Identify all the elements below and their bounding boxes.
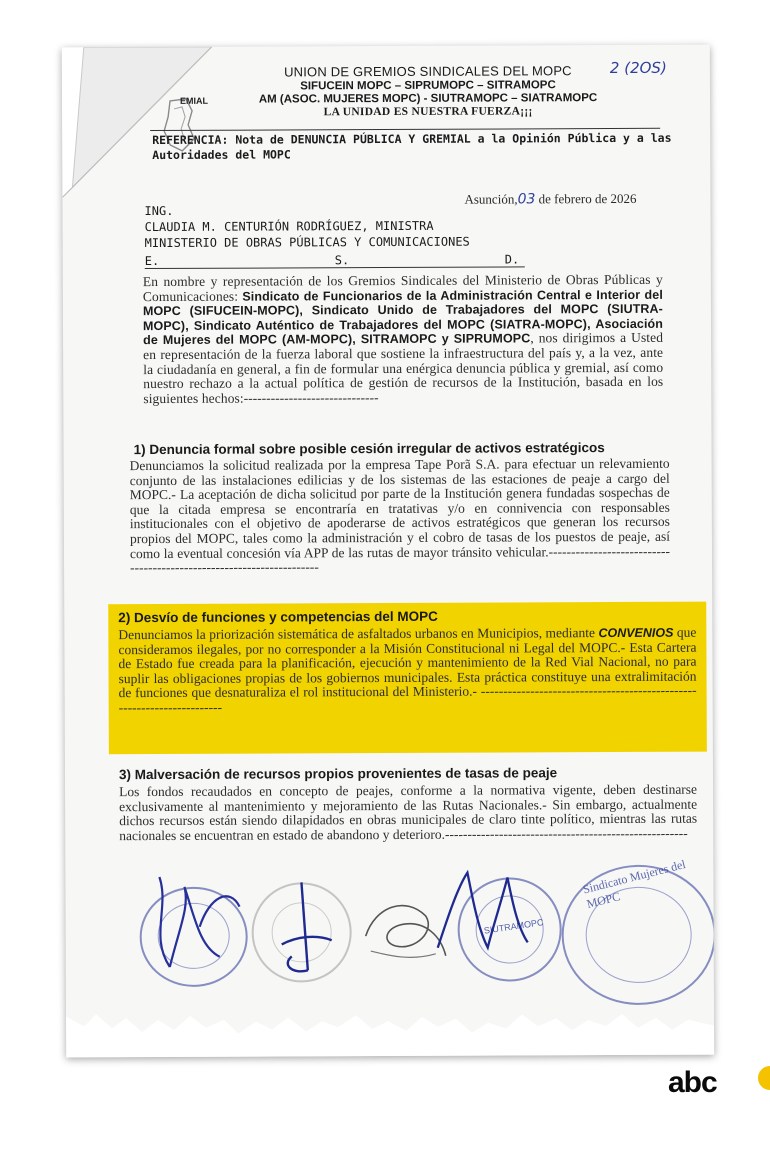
stamp-siutramopc-text: SIUTRAMOPC — [483, 917, 545, 936]
signature-2 — [261, 874, 351, 984]
intro-text-2: , nos dirigimos a Usted en representación de la fuerza laboral que sostiene la infraestructura del país y, a la vez, ante la ciudadanía en general, a fin de formular una enérgica denuncia pública y gremial, así como nuestro rechazo a la actual política de gestión de recursos de la Institución, basada en los siguientes hechos: — [143, 330, 664, 406]
intro-paragraph — [143, 273, 664, 407]
esd-s: S. — [334, 253, 350, 268]
stamp-am-mopc-text: Sindicato Mujeres del MOPC — [581, 856, 687, 912]
addressee-ministry: MINISTERIO DE OBRAS PÚBLICAS Y COMUNICACIONES — [144, 234, 470, 251]
section2-text — [118, 626, 696, 716]
section1-body: Denunciamos la solicitud realizada por la empresa Tape Porã S.A. para efectuar un relevamiento conjunto de las instalaciones edilicias y de los sistemas de las estaciones de peaje a cargo del MOPC.- La aceptación de dicha solicitud por parte de la Institución genera fundadas sospechas de que la citada empresa se encontraría en tratativas y/o en connivencia con responsables institucionales con el objetivo de apoderarse de activos estratégicos que generan los recursos propios del MOPC, tales como la administración y el cobro de tasas de los puestos de peaje, así como la eventual concesión vía APP de las rutas de mayor tránsito vehicular. — [129, 455, 670, 561]
handwritten-note: 2 (2OS) — [609, 58, 667, 78]
signature-1 — [139, 867, 249, 977]
section2-convenios: CONVENIOS — [598, 625, 674, 641]
intro-text-1: En nombre y representación de los Gremios Sindicales del Ministerio de Obras Públicas y Comunicaciones: — [142, 271, 663, 304]
stamp-am-mopc — [561, 856, 714, 1006]
esd-d: D. — [504, 252, 520, 267]
esd-line — [145, 251, 525, 269]
intro-orgs: Sindicato de Funcionarios de la Administración Central e Interior del MOPC (SIFUCEIN-MOPC), Sindicato Unido de Trabajadores del MOPC (SIUTRA-MOPC), Sindicato Auténtico de Trabajadores del MOPC (SIATRA-MOPC), Asociación de Mujeres del MOPC (AM-MOPC), SITRAMOPC y SIPRUMOPC — [142, 287, 664, 348]
section3-body: Los fondos recaudados en concepto de peajes, conforme a la normativa vigente, deben destinarse exclusivamente al mantenimiento y mejoramiento de las Rutas Nacionales.- Sin embargo, actualmente dichos recursos están siendo dilapidados en obras municipales de claro tinte político, mientras las rutas nacionales se encuentran en estado de abandono y deterioro. — [119, 781, 698, 843]
section2-body-a: Denunciamos la priorización sistemática de asfaltados urbanos en Municipios, mediante — [118, 625, 599, 643]
reference-text: Nota de DENUNCIA PÚBLICA Y GREMIAL a la Opinión Pública y a las Autoridades del MOPC — [152, 130, 672, 163]
signature-4 — [417, 857, 537, 968]
intro-dashes: ------------------------------ — [243, 389, 379, 406]
addressee-name: CLAUDIA M. CENTURIÓN RODRÍGUEZ, MINISTRA — [144, 218, 434, 235]
letterhead-unions-2: AM (ASOC. MUJERES MOPC) - SIUTRAMOPC – SIATRAMOPC — [258, 92, 598, 106]
logo-caption: EMIAL — [180, 95, 209, 106]
section2-body-b: que consideramos ilegales, por no corresponder a la Misión Constitucional ni Legal del MOPC.- Esta Cartera de Estado fue creada para la planificación, ejecución y mantenimiento de la Red Vial Nacional, no para suplir las obligaciones propias de los gobiernos municipales. Esta práctica constituye una extralimitación de funciones que desnaturaliza el rol institucional del Ministerio.- — [118, 624, 697, 701]
section1-text — [130, 457, 671, 576]
reference-label: REFERENCIA: — [152, 132, 229, 148]
section3-text — [119, 783, 697, 844]
reference-line — [152, 131, 672, 163]
abc-logo-dot-icon — [758, 1066, 770, 1090]
letterhead-union: UNION DE GREMIOS SINDICALES DEL MOPC — [284, 63, 572, 80]
addressee-title: ING. — [144, 203, 174, 219]
date-day: 03 — [517, 191, 536, 208]
document-paper — [62, 45, 714, 1058]
section3-title: 3) Malversación de recursos propios provenientes de tasas de peaje — [118, 765, 558, 783]
section1-title: 1) Denuncia formal sobre posible cesión irregular de activos estratégicos — [133, 440, 605, 458]
section3-dashes: ------------------------------------------------------ — [444, 825, 688, 842]
date-rest: de febrero de 2026 — [538, 190, 637, 207]
letterhead-motto: LA UNIDAD ES NUESTRA FUERZA¡¡¡ — [323, 105, 533, 119]
letterhead — [248, 63, 608, 119]
section2-title: 2) Desvío de funciones y competencias del MOPC — [118, 608, 438, 626]
addressee-block — [144, 201, 574, 251]
torn-edge — [66, 996, 714, 1058]
esd-e: E. — [144, 253, 160, 269]
abc-logo: abc — [668, 1066, 717, 1099]
section2-dashes: ----------------------------------------------------------------------- — [118, 683, 697, 716]
section1-dashes: --------------------------------------------------------------------- — [130, 543, 671, 576]
letterhead-unions-1: SIFUCEIN MOPC – SIPRUMOPC – SITRAMOPC — [300, 79, 556, 93]
date-city: Asunción, — [464, 191, 518, 207]
